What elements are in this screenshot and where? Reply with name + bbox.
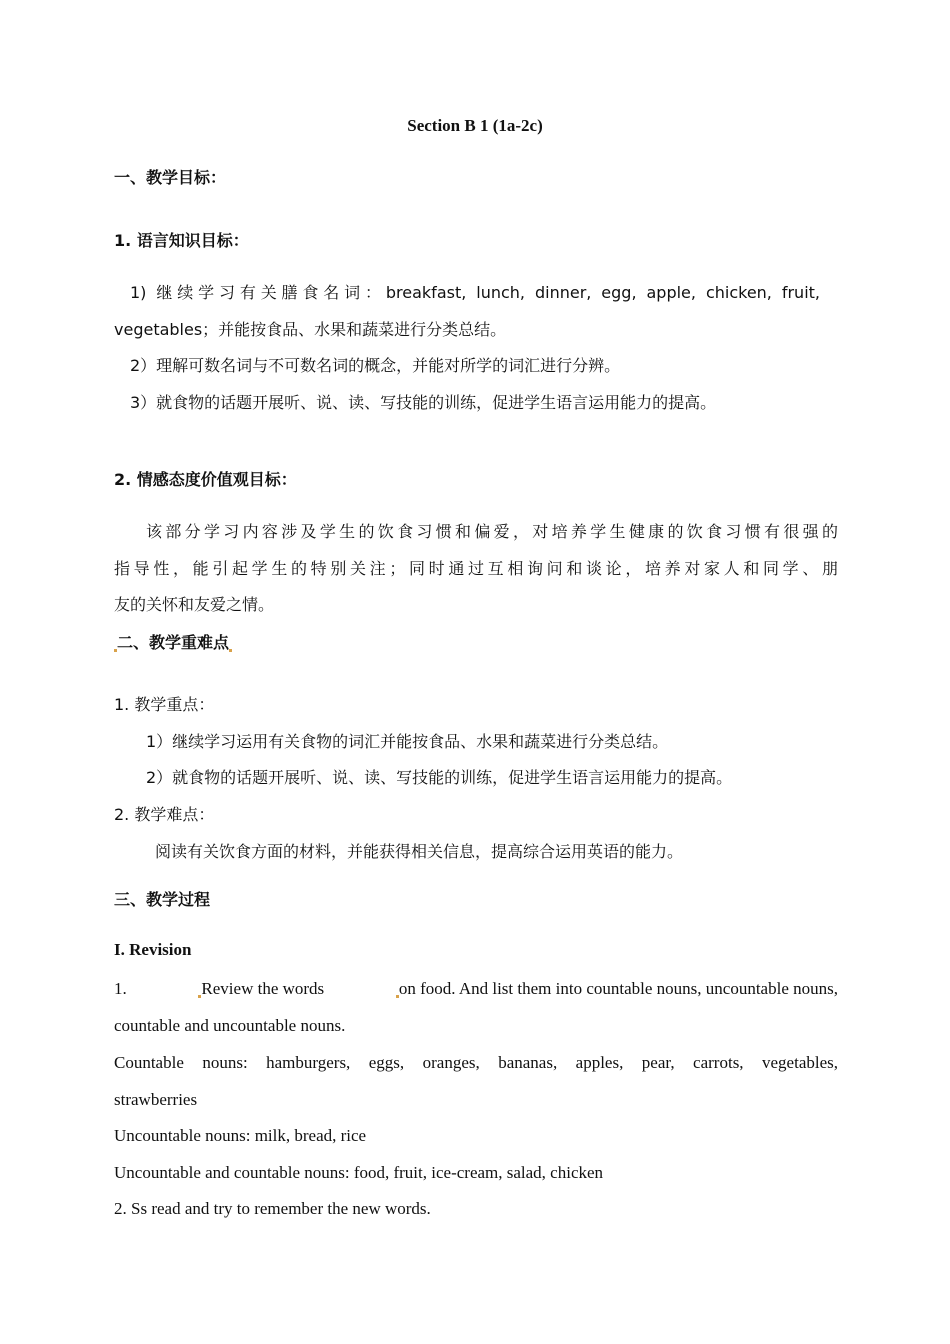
revision-step-1-segment-b — [396, 978, 838, 1000]
revision-step-1-line-1 — [114, 978, 838, 1000]
difficult-points-heading: 2. 教学难点： — [114, 805, 215, 824]
countable-nouns-line-2: strawberries — [114, 1090, 198, 1109]
both-nouns-line: Uncountable and countable nouns: food, fruit, ice-cream, salad, chicken — [114, 1163, 604, 1182]
section-heading-key-points-text: 二、教学重难点 — [117, 633, 230, 652]
revision-step-1-text-a: Review the words — [201, 979, 325, 998]
uncountable-nouns-line: Uncountable nouns: milk, bread, rice — [114, 1126, 367, 1145]
revision-step-2: 2. Ss read and try to remember the new words. — [114, 1199, 431, 1218]
section-heading-process: 三、教学过程 — [114, 890, 211, 909]
subheading-language-knowledge: 1. 语言知识目标： — [114, 231, 249, 250]
values-paragraph-line-3: 友的关怀和友爱之情。 — [114, 595, 275, 614]
values-paragraph-line-2: 指导性，能引起学生的特别关注；同时通过互相询问和谈论，培养对家人和同学、朋 — [114, 559, 838, 578]
difficult-point-item: 阅读有关饮食方面的材料，并能获得相关信息，提高综合运用英语的能力。 — [155, 842, 684, 861]
section-heading-objectives: 一、教学目标： — [114, 168, 227, 187]
objective-item-3: 3）就食物的话题开展听、说、读、写技能的训练，促进学生语言运用能力的提高。 — [130, 393, 717, 412]
revision-step-1-line-2: countable and uncountable nouns. — [114, 1016, 346, 1035]
values-paragraph-line-1: 该部分学习内容涉及学生的饮食习惯和偏爱，对培养学生健康的饮食习惯有很强的 — [146, 522, 838, 541]
revision-step-1-text-b: on food. And list them into countable nouns, uncountable nouns, — [398, 979, 838, 998]
key-points-heading: 1. 教学重点： — [114, 695, 215, 714]
revision-heading: I. Revision — [114, 940, 192, 959]
revision-step-1-number: 1. — [114, 979, 127, 998]
revision-step-1-segment-a — [198, 978, 324, 1000]
objective-item-1-line-1: 1) 继续学习有关膳食名词：breakfast, lunch, dinner, egg, apple, chicken, fruit, — [130, 283, 820, 302]
subheading-emotional-values: 2. 情感态度价值观目标： — [114, 470, 297, 489]
objective-item-1-line-2: vegetables；并能按食品、水果和蔬菜进行分类总结。 — [114, 320, 507, 339]
countable-nouns-line-1: Countable nouns: hamburgers, eggs, oranges, bananas, apples, pear, carrots, vegetables, — [114, 1053, 838, 1072]
key-point-item-1: 1）继续学习运用有关食物的词汇并能按食品、水果和蔬菜进行分类总结。 — [146, 732, 669, 751]
section-heading-key-points — [114, 632, 838, 654]
objective-item-2: 2）理解可数名词与不可数名词的概念，并能对所学的词汇进行分辨。 — [130, 356, 621, 375]
key-point-item-2: 2）就食物的话题开展听、说、读、写技能的训练，促进学生语言运用能力的提高。 — [146, 768, 733, 787]
revision-mark — [229, 649, 232, 652]
document-title: Section B 1 (1a-2c) — [407, 116, 543, 135]
